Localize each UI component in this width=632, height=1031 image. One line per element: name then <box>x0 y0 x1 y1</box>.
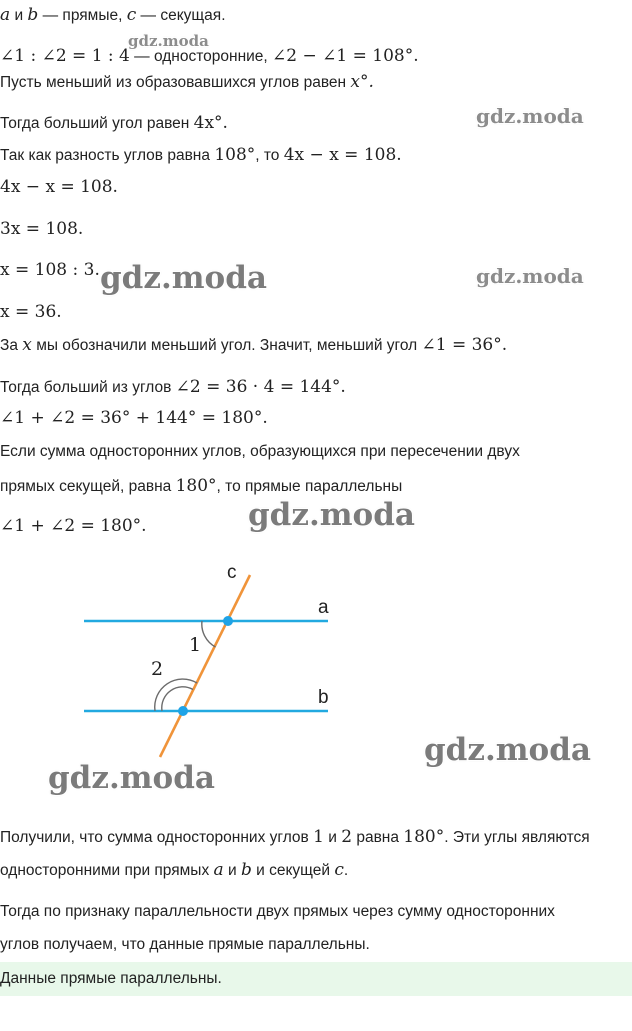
line-given <box>0 4 226 27</box>
text: мы обозначили меньший угол. Значит, меньший угол <box>31 337 422 354</box>
text: , то прямые параллельны <box>216 478 403 495</box>
text: . <box>343 862 349 879</box>
math-equation: 4x − x = 108. <box>283 145 402 165</box>
math-ratio: ∠1 : ∠2 = 1 : 4 <box>0 46 130 66</box>
text: односторонними при прямых <box>0 862 214 879</box>
text: прямых секущей, равна <box>0 478 176 495</box>
equation-4: x = 36. <box>0 302 62 322</box>
angle-1-arc <box>202 621 216 647</box>
math-c: c <box>334 860 344 880</box>
equation-2: 3x = 108. <box>0 219 84 239</box>
watermark: gdz.moda <box>128 32 209 50</box>
line-bigger-angle <box>0 376 346 399</box>
text: Тогда больший из углов <box>0 379 176 396</box>
watermark: gdz.moda <box>476 104 584 128</box>
label-c: c <box>227 562 237 583</box>
watermark: gdz.moda <box>424 732 591 768</box>
text: За <box>0 337 23 354</box>
line-theorem-1: Если сумма односторонних углов, образующихся при пересечении двух <box>0 443 520 460</box>
watermark: gdz.moda <box>100 260 267 296</box>
text: , то <box>255 147 284 164</box>
line-theorem-2 <box>0 475 402 498</box>
label-a: a <box>318 597 329 618</box>
math-a: a <box>0 5 11 25</box>
math-c: c <box>126 5 137 25</box>
math-b: b <box>240 860 252 880</box>
watermark: gdz.moda <box>476 264 584 288</box>
equation-1: 4x − x = 108. <box>0 177 118 197</box>
label-angle-1: 1 <box>189 634 202 656</box>
text: — прямые, <box>38 7 127 24</box>
secant-c <box>160 575 250 757</box>
equation-sum: ∠1 + ∠2 = 36° + 144° = 180°. <box>0 408 268 428</box>
text: и <box>323 829 342 846</box>
line-conclusion-1 <box>0 826 590 849</box>
line-difference <box>0 144 402 167</box>
line-smaller-angle <box>0 334 507 357</box>
line-criterion-1: Тогда по признаку параллельности двух прямых через сумму односторонних <box>0 903 555 920</box>
math-1: 1 <box>313 827 324 847</box>
math-angle2: ∠2 = 36 · 4 = 144°. <box>175 377 346 397</box>
label-angle-2: 2 <box>151 658 164 680</box>
math-x: x°. <box>350 72 374 92</box>
equation-final: ∠1 + ∠2 = 180°. <box>0 516 147 536</box>
math-4x: 4x°. <box>193 113 228 133</box>
text: Получили, что сумма односторонних углов <box>0 829 314 846</box>
math-108: 108° <box>214 145 256 165</box>
text: Так как разность углов равна <box>0 147 215 164</box>
text: и секущей <box>251 862 335 879</box>
intersection-point-b <box>178 706 188 716</box>
line-let <box>0 71 374 94</box>
watermark: gdz.moda <box>248 497 415 533</box>
text: . Эти углы являются <box>444 829 590 846</box>
line-conclusion-2 <box>0 859 348 882</box>
text: Пусть меньший из образовавшихся углов равен <box>0 74 351 91</box>
math-2: 2 <box>341 827 353 847</box>
math-180: 180° <box>175 476 217 496</box>
math-difference: ∠2 − ∠1 = 108°. <box>272 46 419 66</box>
line-criterion-2: углов получаем, что данные прямые параллельны. <box>0 936 370 953</box>
watermark: gdz.moda <box>48 760 215 796</box>
text: и <box>223 862 241 879</box>
math-x: x <box>22 335 32 355</box>
math-angle1: ∠1 = 36°. <box>421 335 508 355</box>
math-180: 180° <box>403 827 445 847</box>
text: — секущая. <box>136 7 226 24</box>
text: — односторонние, <box>129 48 273 65</box>
math-b: b <box>27 5 39 25</box>
text: Тогда больший угол равен <box>0 115 194 132</box>
line-ratio <box>0 45 419 68</box>
intersection-point-a <box>223 616 233 626</box>
answer-box: Данные прямые параллельны. <box>0 962 632 996</box>
text: и <box>10 7 28 24</box>
line-bigger <box>0 112 228 135</box>
label-b: b <box>318 687 329 708</box>
equation-3: x = 108 : 3. <box>0 260 100 280</box>
math-a: a <box>213 860 224 880</box>
text: равна <box>352 829 404 846</box>
